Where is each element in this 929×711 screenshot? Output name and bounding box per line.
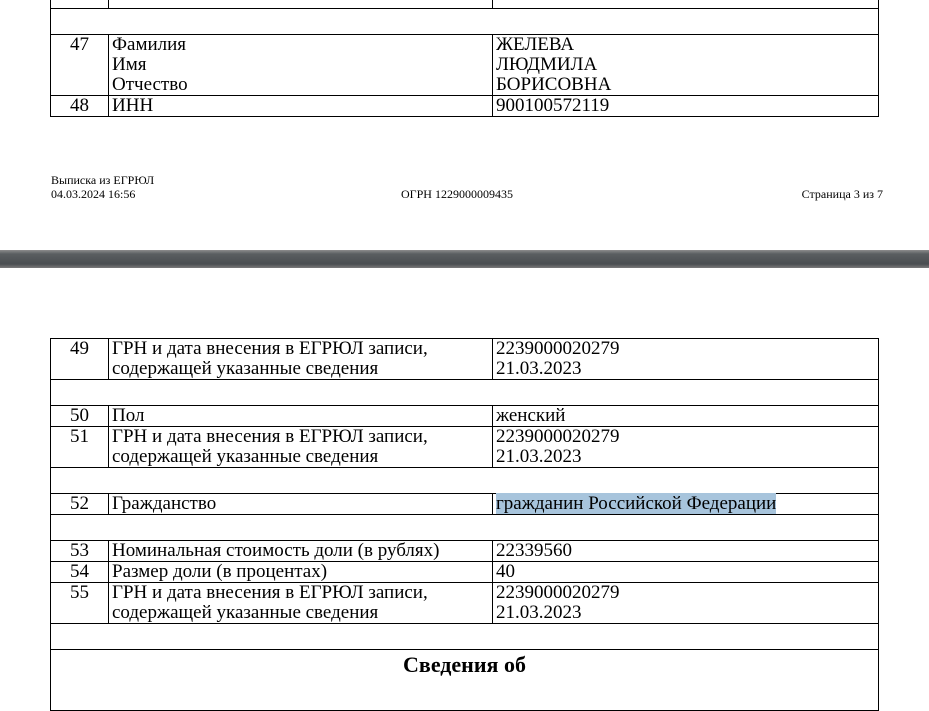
date-value[interactable]: 21.03.2023 — [496, 446, 582, 467]
row-number: 50 — [51, 406, 109, 427]
row-label-cut — [109, 0, 493, 9]
blank-row — [51, 380, 879, 406]
row-number: 54 — [51, 562, 109, 583]
row-number: 49 — [51, 339, 109, 380]
row-label — [109, 35, 493, 96]
footer-left — [51, 173, 154, 201]
data-table-top — [50, 0, 879, 117]
document-page-bottom — [0, 268, 929, 704]
row-label — [109, 427, 493, 468]
value-patronymic[interactable]: БОРИСОВНА — [496, 74, 612, 95]
row-number: 47 — [51, 35, 109, 96]
row-label: Размер доли (в процентах) — [109, 562, 493, 583]
footer-doc-title: Выписка из ЕГРЮЛ — [51, 173, 155, 187]
label-name: Имя — [112, 54, 147, 75]
footer-datetime: 04.03.2024 16:56 — [51, 187, 136, 201]
value-name[interactable]: ЛЮДМИЛА — [496, 54, 598, 75]
table-row-blank — [51, 468, 879, 494]
section-heading-cell — [51, 650, 879, 711]
row-number-cut — [51, 0, 109, 9]
row-number: 53 — [51, 541, 109, 562]
section-heading: Сведения об — [403, 652, 526, 677]
row-value[interactable] — [493, 494, 879, 515]
row-value[interactable]: 40 — [493, 562, 879, 583]
table-row-blank — [51, 515, 879, 541]
document-page-top — [0, 0, 929, 250]
table-row-blank — [51, 9, 879, 35]
row-value-cut — [493, 0, 879, 9]
grn-value[interactable]: 2239000020279 — [496, 582, 620, 603]
blank-row — [51, 624, 879, 650]
grn-value[interactable]: 2239000020279 — [496, 338, 620, 359]
row-label: Номинальная стоимость доли (в рублях) — [109, 541, 493, 562]
row-value[interactable] — [493, 339, 879, 380]
table-row-53 — [51, 541, 879, 562]
table-row-blank — [51, 624, 879, 650]
selected-text-citizenship[interactable]: гражданин Российской Федерации — [496, 493, 777, 514]
table-row-50 — [51, 406, 879, 427]
row-value[interactable]: 22339560 — [493, 541, 879, 562]
page-separator — [0, 250, 929, 268]
table-row-49 — [51, 339, 879, 380]
label-line: содержащей указанные сведения — [112, 358, 379, 379]
footer-ogrn: ОГРН 1229000009435 — [401, 187, 513, 201]
blank-row — [51, 468, 879, 494]
label-surname: Фамилия — [112, 34, 187, 55]
row-number: 55 — [51, 583, 109, 624]
label-line: содержащей указанные сведения — [112, 602, 379, 623]
table-row-cut — [51, 0, 879, 9]
table-row-blank — [51, 380, 879, 406]
row-label: Гражданство — [109, 494, 493, 515]
row-value[interactable] — [493, 427, 879, 468]
table-row-47 — [51, 35, 879, 96]
row-number: 48 — [51, 96, 109, 117]
row-number: 52 — [51, 494, 109, 515]
table-row-section-heading — [51, 650, 879, 711]
table-row-48 — [51, 96, 879, 117]
row-number: 51 — [51, 427, 109, 468]
row-value[interactable]: женский — [493, 406, 879, 427]
blank-row — [51, 515, 879, 541]
row-value[interactable] — [493, 583, 879, 624]
value-surname[interactable]: ЖЕЛЕВА — [496, 34, 575, 55]
row-value[interactable] — [493, 35, 879, 96]
date-value[interactable]: 21.03.2023 — [496, 602, 582, 623]
data-table-bottom — [50, 338, 879, 711]
table-row-52 — [51, 494, 879, 515]
grn-value[interactable]: 2239000020279 — [496, 426, 620, 447]
table-row-54 — [51, 562, 879, 583]
row-label — [109, 339, 493, 380]
label-line: ГРН и дата внесения в ЕГРЮЛ записи, — [112, 338, 428, 359]
label-line: ГРН и дата внесения в ЕГРЮЛ записи, — [112, 426, 428, 447]
blank-row — [51, 9, 879, 35]
label-patronymic: Отчество — [112, 74, 188, 95]
footer-page-number: Страница 3 из 7 — [801, 187, 883, 201]
row-label: ИНН — [109, 96, 493, 117]
table-row-51 — [51, 427, 879, 468]
date-value[interactable]: 21.03.2023 — [496, 358, 582, 379]
row-value[interactable]: 900100572119 — [493, 96, 879, 117]
row-label: Пол — [109, 406, 493, 427]
label-line: ГРН и дата внесения в ЕГРЮЛ записи, — [112, 582, 428, 603]
label-line: содержащей указанные сведения — [112, 446, 379, 467]
row-label — [109, 583, 493, 624]
table-row-55 — [51, 583, 879, 624]
